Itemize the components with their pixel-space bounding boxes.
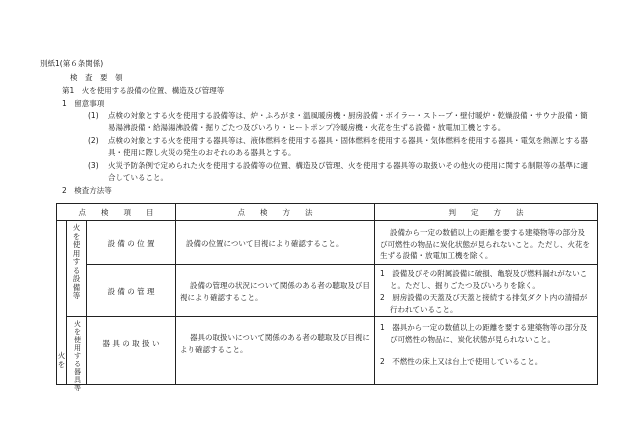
doc-title: 検 査 要 領 [70,73,123,82]
note-1-number: (1) [88,111,99,120]
row2-judge-2: 2 厨房設備の天蓋及び天蓋と接続する排気ダクト内の清掃が行われていること。 [380,293,588,314]
row3-judge-2: 2 不燃性の床上又は台上で使用していること。 [380,357,543,366]
row3-judge-1: 1 器具から一定の数値以上の距離を要する建築物等の部分及び可燃性の物品に、炭化状態が見られないこと。 [380,323,588,344]
note-1-text: 点検の対象とする火を使用する設備等は、炉・ふろがま・温風暖房機・厨房設備・ボイラー・ストーブ・壁付暖炉・乾燥設備・サウナ設備・簡易湯沸設備・給湯湯沸設備・掘りごたつ及びいろり・ヒートポンプ冷暖房機・火花を生ずる設備・放電加工機とする。 [108,111,588,132]
note-3-number: (3) [88,161,99,170]
row1-method: 設備の位置について目視により確認すること。 [186,239,344,248]
outer-category-label: 火を [57,351,66,369]
header-judge: 判 定 方 法 [448,208,524,217]
section-1-heading: 第1 火を使用する設備の位置、構造及び管理等 [62,86,225,95]
note-3-text: 火災予防条例で定められた火を使用する設備等の位置、構造及び管理、火を使用する器具等の取扱いその他火の使用に関する制限等の基準に適合していること。 [108,161,588,182]
row3-item: 器 具 の 取 扱 い [102,339,160,348]
row2-method: 設備の管理の状況について関係のある者の聴取及び目視により確認すること。 [180,281,370,302]
row1-item: 設 備 の 位 置 [107,239,155,248]
subsection-2-heading: 2 検査方法等 [62,186,112,195]
header-method: 点 検 方 法 [237,208,313,217]
note-2-text: 点検の対象とする火を使用する器具等は、液体燃料を使用する器具・固体燃料を使用する器具・気体燃料を使用する器具・電気を熱源とする器具・使用に際し火災の発生のおそれのある器具とする。 [108,136,588,157]
row3-method: 器具の取扱いについて関係のある者の聴取及び目視により確認すること。 [180,333,370,354]
note-2-number: (2) [88,136,99,145]
subsection-1-heading: 1 留意事項 [62,99,105,108]
row1-judge: 設備から一定の数値以上の距離を要する建築物等の部分及び可燃性の物品に炭化状態が見られないこと。ただし、火花を生ずる設備・放電加工機を除く。 [380,228,590,260]
group-label-equipment: 火を使用する設備等 [72,223,81,300]
row2-judge-1: 1 設備及びその附属設備に破損、亀裂及び燃料漏れがないこと。ただし、掘りごたつ及びいろりを除く。 [380,269,588,290]
header-item: 点 検 項 目 [78,208,154,217]
group-label-appliances: 火を使用する器具等 [74,320,81,392]
row2-item: 設 備 の 管 理 [107,287,155,296]
appendix-title: 別紙1(第６条関係) [40,59,104,68]
